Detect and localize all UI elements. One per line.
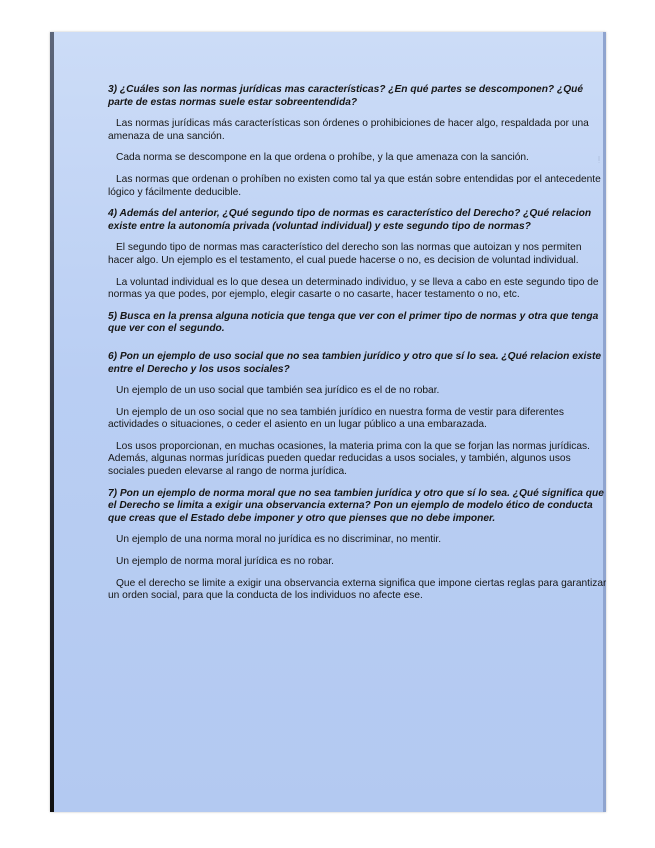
answer-3-paragraph-1: Las normas jurídicas más características son órdenes o prohibiciones de hacer algo, respaldada por una amenaza de una sanción. <box>108 118 589 142</box>
section-4 <box>108 208 606 302</box>
bleed-through-text: ᴉ <box>598 153 600 163</box>
answer-3-paragraph-2: Cada norma se descompone en la que ordena o prohíbe, y la que amenaza con la sanción. <box>116 152 529 164</box>
answer-4-paragraph-2: La voluntad individual es lo que desea un determinado individuo, y se lleva a cabo en este segundo tipo de normas ya que podes, por ejemplo, elegir casarte o no casarte, hacer testamento o no, etc. <box>108 276 599 301</box>
question-7: 7) Pon un ejemplo de norma moral que no sea tambien jurídica y otro que sí lo sea. ¿Qué significa que el Derecho se limita a exigir una observancia externa? Pon un ejemplo de modelo ético de conducta que creas que el Estado debe imponer y otro que pienses que no debe imponer. <box>108 487 604 524</box>
question-6: 6) Pon un ejemplo de uso social que no sea tambien jurídico y otro que sí lo sea. ¿Qué relacion existe entre el Derecho y los usos sociales? <box>108 350 602 375</box>
question-4: 4) Además del anterior, ¿Qué segundo tipo de normas es característico del Derecho? ¿Qué relacion existe entre la autonomía privada (voluntad individual) y este segundo tipo de normas? <box>108 208 592 232</box>
answer-7-paragraph-2: Un ejemplo de norma moral jurídica es no robar. <box>116 556 335 568</box>
answer-6-paragraph-3: Los usos proporcionan, en muchas ocasiones, la materia prima con la que se forjan las normas jurídicas. Además, algunas normas jurídicas pueden quedar reducidas a usos sociales, y también, algunos usos sociales pueden elevarse al rango de norma jurídica. <box>108 440 590 478</box>
section-6 <box>108 351 606 479</box>
question-3: 3) ¿Cuáles son las normas jurídicas mas características? ¿En qué partes se descomponen? ¿Qué parte de estas normas suele estar sobreentendida? <box>108 84 584 108</box>
page-shadow-edge <box>50 32 54 812</box>
answer-3-paragraph-3: Las normas que ordenan o prohíben no existen como tal ya que están sobre entendidas por el antecedente lógico y fácilmente deducible. <box>108 173 601 198</box>
answer-7-paragraph-3: Que el derecho se limite a exigir una observancia externa significa que impone ciertas reglas para garantizar un orden social, para que la conducta de los individuos no afecte ese. <box>108 577 606 602</box>
section-3 <box>108 84 606 199</box>
section-5 <box>108 311 606 351</box>
answer-6-paragraph-1: Un ejemplo de un uso social que también sea jurídico es el de no robar. <box>116 385 440 397</box>
question-5: 5) Busca en la prensa alguna noticia que tenga que ver con el primer tipo de normas y otra que tenga que ver con el segundo. <box>108 310 599 335</box>
section-7 <box>108 488 606 603</box>
document-page <box>50 32 606 812</box>
document-content <box>108 84 606 612</box>
answer-7-paragraph-1: Un ejemplo de una norma moral no jurídica es no discriminar, no mentir. <box>116 534 442 546</box>
answer-6-paragraph-2: Un ejemplo de un oso social que no sea también jurídico en nuestra forma de vestir para diferentes actividades o situaciones, o ceder el asiento en un lugar público a una embarazada. <box>108 406 564 431</box>
answer-4-paragraph-1: El segundo tipo de normas mas característico del derecho son las normas que autoizan y nos permiten hacer algo. Un ejemplo es el testamento, el cual puede hacerse o no, es decision de voluntad individual. <box>108 242 582 266</box>
